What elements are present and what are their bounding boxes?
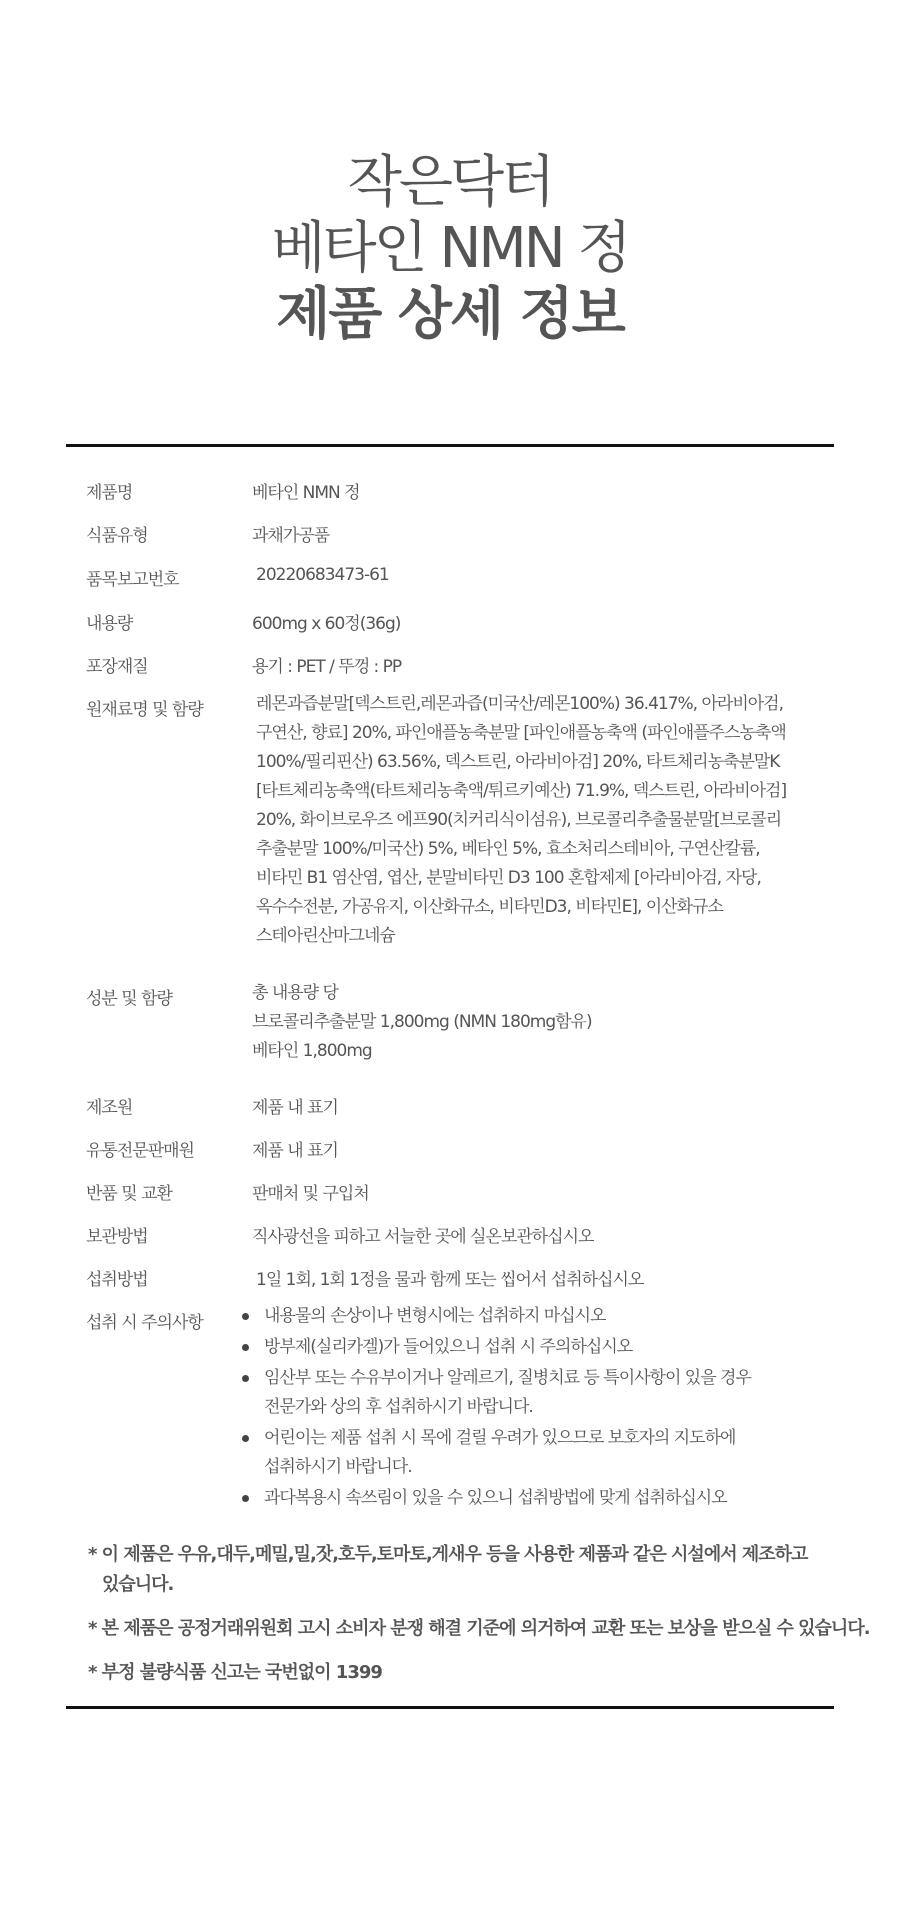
- caution-list: [240, 1302, 751, 1515]
- value-report-no: 20220683473-61: [256, 565, 389, 585]
- allergen-note: [88, 1540, 807, 1600]
- bullet-icon: [242, 1435, 249, 1442]
- section-heading: 제품 상세 정보: [276, 282, 624, 347]
- value-distributor: 제품 내 표기: [252, 1141, 338, 1161]
- value-manufacturer: 제품 내 표기: [252, 1098, 338, 1118]
- list-item: [240, 1484, 751, 1513]
- caution-text: 방부제(실리카겔)가 들어있으니 섭취 시 주의하십시오: [264, 1337, 633, 1357]
- list-item: [240, 1424, 751, 1482]
- bullet-icon: [242, 1495, 249, 1502]
- caution-text: 섭취하시기 바랍니다.: [264, 1457, 412, 1477]
- label-food-type: 식품유형: [86, 526, 148, 546]
- value-storage: 직사광선을 피하고 서늘한 곳에 실온보관하십시오: [252, 1227, 594, 1247]
- value-ingredients: [256, 690, 786, 951]
- value-volume: 600mg x 60정(36g): [252, 614, 401, 634]
- ingredients-line: 20%, 화이브로우즈 에프90(치커리식이섬유), 브로콜리추출물분말[브로콜리: [256, 810, 782, 830]
- value-packaging: 용기 : PET / 뚜껑 : PP: [252, 657, 402, 677]
- label-ingredients: 원재료명 및 함량: [86, 700, 203, 720]
- brand-name: 작은닥터: [347, 150, 553, 215]
- value-returns: 판매처 및 구입처: [252, 1184, 369, 1204]
- components-line: 총 내용량 당: [252, 983, 338, 1003]
- label-packaging: 포장재질: [86, 657, 148, 677]
- value-components: [252, 979, 592, 1066]
- dispute-note: * 본 제품은 공정거래위원회 고시 소비자 분쟁 해결 기준에 의거하여 교환 또는 보상을 받으실 수 있습니다.: [88, 1618, 870, 1639]
- caution-text: 과다복용시 속쓰림이 있을 수 있으니 섭취방법에 맞게 섭취하십시오: [264, 1488, 727, 1508]
- value-intake: 1일 1회, 1회 1정을 물과 함께 또는 씹어서 섭취하십시오: [256, 1270, 644, 1290]
- ingredients-line: 추출분말 100%/미국산) 5%, 베타인 5%, 효소처리스테비아, 구연산칼륨,: [256, 839, 760, 859]
- ingredients-line: 100%/필리핀산) 63.56%, 덱스트린, 아라비아검] 20%, 타트체리농축분말K: [256, 752, 780, 772]
- value-food-type: 과채가공품: [252, 526, 330, 546]
- bullet-icon: [242, 1344, 249, 1351]
- caution-text: 전문가와 상의 후 섭취하시기 바랍니다.: [264, 1397, 533, 1417]
- components-line: 베타인 1,800mg: [252, 1041, 372, 1061]
- list-item: [240, 1302, 751, 1331]
- label-components: 성분 및 함량: [86, 989, 172, 1009]
- label-returns: 반품 및 교환: [86, 1184, 172, 1204]
- value-product-name: 베타인 NMN 정: [252, 483, 360, 503]
- allergen-note-line: * 이 제품은 우유,대두,메밀,밀,잣,호두,토마토,게새우 등을 사용한 제품과 같은 시설에서 제조하고: [88, 1544, 808, 1565]
- allergen-note-line: 있습니다.: [102, 1574, 174, 1595]
- report-note: * 부정 불량식품 신고는 국번없이 1399: [88, 1662, 382, 1683]
- ingredients-line: 비타민 B1 염산염, 엽산, 분말비타민 D3 100 혼합제제 [아라비아검, 자당,: [256, 868, 761, 888]
- ingredients-line: [타트체리농축액(타트체리농축액/튀르키예산) 71.9%, 덱스트린, 아라비아검]: [256, 781, 787, 801]
- label-volume: 내용량: [86, 614, 133, 634]
- ingredients-line: 옥수수전분, 가공유지, 이산화규소, 비타민D3, 비타민E], 이산화규소: [256, 897, 723, 917]
- bullet-icon: [242, 1313, 249, 1320]
- label-storage: 보관방법: [86, 1227, 148, 1247]
- list-item: [240, 1364, 751, 1422]
- ingredients-line: 스테아린산마그네슘: [256, 926, 395, 946]
- label-cautions: 섭취 시 주의사항: [86, 1313, 203, 1333]
- caution-text: 내용물의 손상이나 변형시에는 섭취하지 마십시오: [264, 1306, 606, 1326]
- ingredients-line: 구연산, 향료] 20%, 파인애플농축분말 [파인애플농축액 (파인애플주스농축액: [256, 723, 786, 743]
- page-title: [0, 150, 900, 348]
- bullet-icon: [242, 1375, 249, 1382]
- ingredients-line: 레몬과즙분말[덱스트린,레몬과즙(미국산/레몬100%) 36.417%, 아라비아검,: [256, 694, 784, 714]
- product-title: 베타인 NMN 정: [271, 216, 629, 281]
- label-product-name: 제품명: [86, 483, 133, 503]
- components-line: 브로콜리추출분말 1,800mg (NMN 180mg함유): [252, 1012, 592, 1032]
- label-manufacturer: 제조원: [86, 1098, 133, 1118]
- label-intake: 섭취방법: [86, 1270, 148, 1290]
- caution-text: 어린이는 제품 섭취 시 목에 걸릴 우려가 있으므로 보호자의 지도하에: [264, 1428, 736, 1448]
- list-item: [240, 1333, 751, 1362]
- top-divider: [66, 444, 834, 447]
- caution-text: 임산부 또는 수유부이거나 알레르기, 질병치료 등 특이사항이 있을 경우: [264, 1368, 751, 1388]
- label-distributor: 유통전문판매원: [86, 1141, 194, 1161]
- label-report-no: 품목보고번호: [86, 570, 179, 590]
- bottom-divider: [66, 1706, 834, 1709]
